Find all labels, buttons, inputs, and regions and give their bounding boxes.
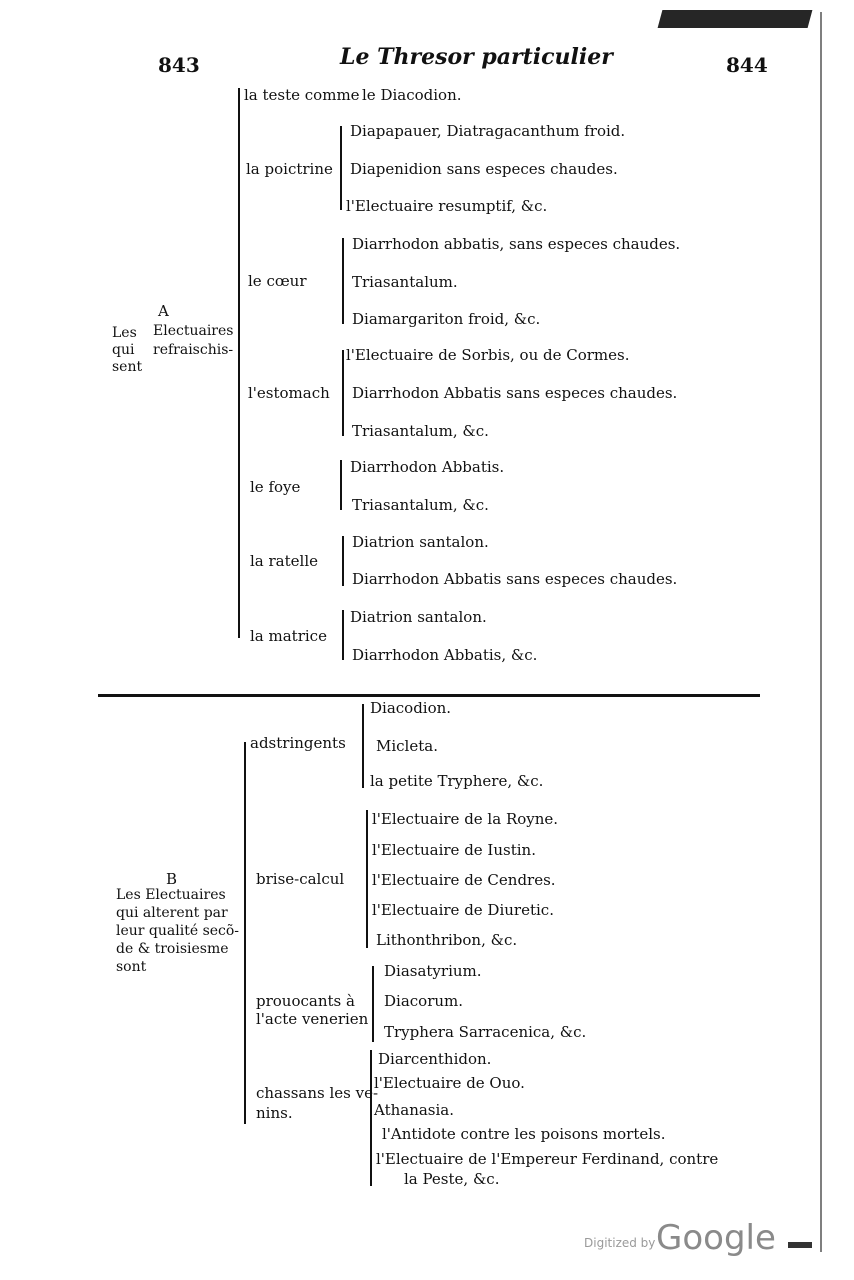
section-divider (98, 694, 760, 697)
section-b-label: Les Electuaires (116, 887, 226, 903)
page-number-left: 843 (158, 53, 200, 77)
section-a-label: refraischis- (153, 342, 234, 358)
group-name: la ratelle (250, 552, 318, 570)
group-name: l'acte venerien (256, 1010, 369, 1028)
group-brace (342, 610, 344, 660)
group-name: la matrice (250, 627, 327, 645)
google-logo: Google (656, 1218, 776, 1258)
section-a-label: Les (112, 325, 137, 341)
group-item: Triasantalum. (352, 273, 458, 291)
group-item: l'Electuaire de l'Empereur Ferdinand, contre (376, 1150, 719, 1168)
running-title: Le Thresor particulier (340, 44, 613, 70)
section-b-label: sont (116, 959, 147, 975)
group-name: adstringents (250, 734, 346, 752)
section-a-label: sent (112, 359, 143, 375)
group-name: la poictrine (246, 160, 333, 178)
group-name: prouocants à (256, 992, 355, 1010)
section-b-letter: B (166, 870, 178, 888)
section-b-brace (244, 742, 246, 1124)
group-name: chassans les ve- (256, 1084, 379, 1102)
section-a-letter: A (158, 302, 169, 320)
section-b-label: leur qualité secõ- (116, 923, 240, 939)
ink-smudge (658, 10, 813, 28)
group-item: Diapenidion sans especes chaudes. (350, 160, 618, 178)
group-item: Tryphera Sarracenica, &c. (384, 1023, 587, 1041)
section-a-label: Electuaires (153, 323, 234, 339)
group-brace (342, 350, 344, 436)
group-item: Diarrhodon Abbatis sans especes chaudes. (352, 384, 678, 402)
group-name: brise-calcul (256, 870, 345, 888)
group-name: la teste comme (244, 86, 360, 104)
group-item: Diatrion santalon. (350, 608, 487, 626)
group-item: l'Electuaire de Ouo. (374, 1074, 525, 1092)
group-item: l'Electuaire de Iustin. (372, 841, 536, 859)
group-item: Diamargariton froid, &c. (352, 310, 541, 328)
section-b-label: qui alterent par (116, 905, 228, 921)
group-item: Diapapauer, Diatragacanthum froid. (350, 122, 626, 140)
group-brace (372, 966, 374, 1042)
ink-mark (788, 1242, 812, 1248)
group-brace (342, 536, 344, 586)
group-item: Diarrhodon Abbatis, &c. (352, 646, 538, 664)
group-brace (342, 238, 344, 324)
group-brace (340, 460, 342, 510)
section-a-brace (238, 88, 240, 638)
page-edge-line (820, 12, 822, 1252)
section-a-label: qui (112, 342, 135, 358)
group-item: Diarrhodon Abbatis sans especes chaudes. (352, 570, 678, 588)
group-item: Diacodion. (370, 699, 452, 717)
page-number-right: 844 (726, 53, 768, 77)
group-item: Diacorum. (384, 992, 464, 1010)
group-item: l'Electuaire de Cendres. (372, 871, 556, 889)
digitized-label: Digitized by (584, 1236, 656, 1250)
group-name: l'estomach (248, 384, 330, 402)
group-brace (340, 126, 342, 210)
group-item: Diarrhodon abbatis, sans especes chaudes. (352, 235, 681, 253)
group-item: Diatrion santalon. (352, 533, 489, 551)
group-item: la petite Tryphere, &c. (370, 772, 544, 790)
group-item: Triasantalum, &c. (352, 422, 489, 440)
group-name: le cœur (248, 272, 307, 290)
group-item: le Diacodion. (362, 86, 462, 104)
group-brace (366, 810, 368, 948)
group-item: l'Electuaire de la Royne. (372, 810, 559, 828)
group-item: l'Electuaire de Sorbis, ou de Cormes. (346, 346, 630, 364)
group-brace (370, 1050, 372, 1186)
group-item: Diarrhodon Abbatis. (350, 458, 505, 476)
group-item: l'Antidote contre les poisons mortels. (382, 1125, 666, 1143)
section-b-label: de & troisiesme (116, 941, 229, 957)
group-name: le foye (250, 478, 301, 496)
group-item: l'Electuaire de Diuretic. (372, 901, 554, 919)
group-item: Diarcenthidon. (378, 1050, 492, 1068)
group-item: Lithonthribon, &c. (376, 931, 518, 949)
group-item: Micleta. (376, 737, 438, 755)
group-name: nins. (256, 1104, 293, 1122)
group-item: Athanasia. (374, 1101, 455, 1119)
group-item: Triasantalum, &c. (352, 496, 489, 514)
group-item: Diasatyrium. (384, 962, 482, 980)
group-item: l'Electuaire resumptif, &c. (346, 197, 548, 215)
group-item: la Peste, &c. (404, 1170, 500, 1188)
group-brace (362, 704, 364, 788)
